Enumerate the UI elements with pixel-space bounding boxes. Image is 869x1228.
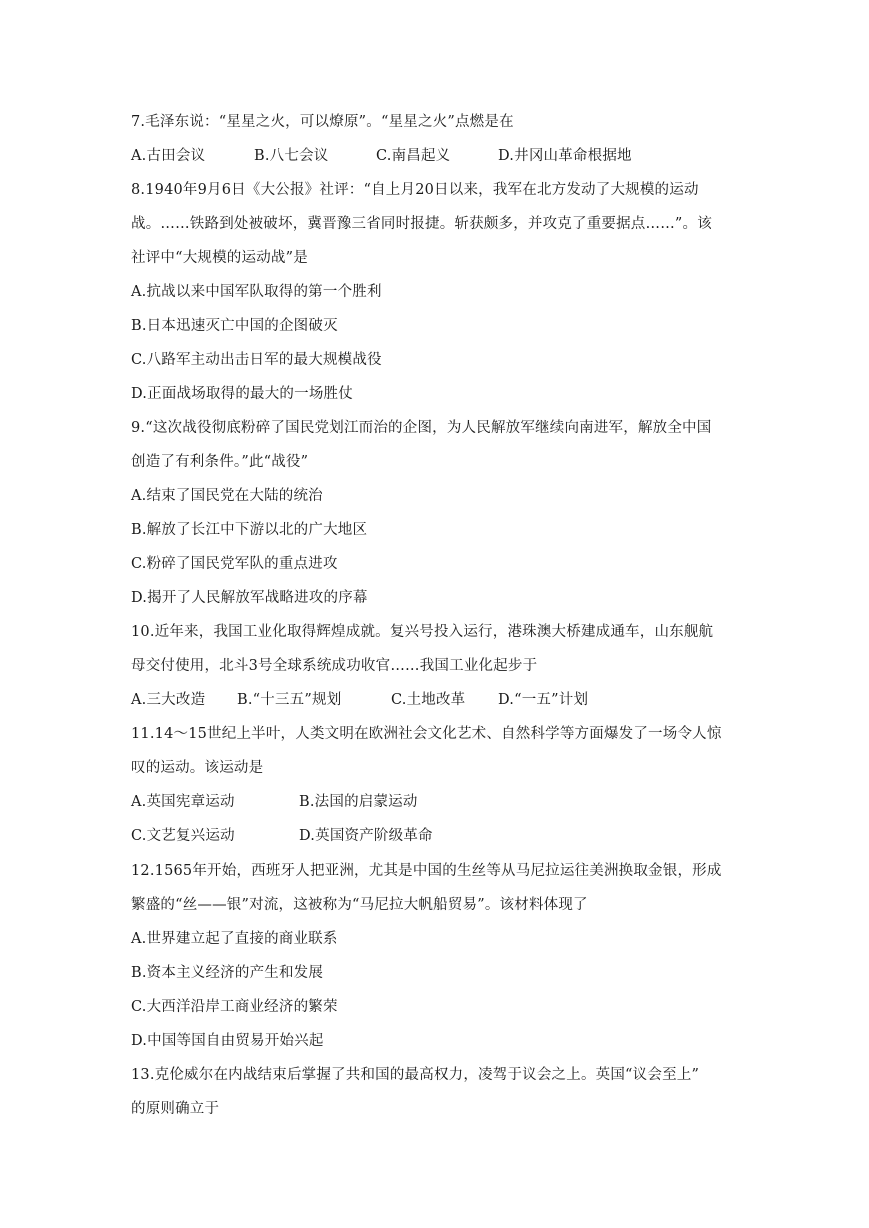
q8-stem-line-2: 战。……铁路到处被破坏，冀晋豫三省同时报捷。斩获颇多，并攻克了重要据点……”。该 [131, 216, 712, 232]
q10-option-d: D.“一五”计划 [498, 692, 589, 708]
q8-option-c: C.八路军主动出击日军的最大规模战役 [131, 352, 382, 368]
q9-stem-line-2: 创造了有利条件。”此“战役” [131, 454, 309, 470]
q8-stem-line-3: 社评中“大规模的运动战”是 [131, 250, 308, 266]
q11-option-d: D.英国资产阶级革命 [299, 828, 433, 844]
q9-option-b: B.解放了长江中下游以北的广大地区 [131, 522, 368, 538]
q13-stem-line-2: 的原则确立于 [131, 1101, 220, 1117]
q12-option-d: D.中国等国自由贸易开始兴起 [131, 1033, 324, 1049]
q10-option-c: C.土地改革 [391, 692, 466, 708]
q7-option-b: B.八七会议 [254, 148, 329, 164]
q10-stem-line-2: 母交付使用，北斗3号全球系统成功收官……我国工业化起步于 [131, 658, 538, 674]
q8-option-a: A.抗战以来中国军队取得的第一个胜利 [131, 284, 382, 300]
q11-stem-line-1: 11.14～15世纪上半叶，人类文明在欧洲社会文化艺术、自然科学等方面爆发了一场令人惊 [131, 726, 722, 742]
q9-option-a: A.结束了国民党在大陆的统治 [131, 488, 323, 504]
q7-stem: 7.毛泽东说：“星星之火，可以燎原”。“星星之火”点燃是在 [131, 114, 514, 130]
q12-stem-line-1: 12.1565年开始，西班牙人把亚洲，尤其是中国的生丝等从马尼拉运往美洲换取金银，形成 [131, 863, 722, 879]
q11-option-b: B.法国的启蒙运动 [299, 794, 418, 810]
q10-option-b: B.“十三五”规划 [237, 692, 342, 708]
q11-option-c: C.文艺复兴运动 [131, 828, 235, 844]
q11-stem-line-2: 叹的运动。该运动是 [131, 760, 264, 776]
q9-option-d: D.揭开了人民解放军战略进攻的序幕 [131, 590, 368, 606]
q12-option-c: C.大西洋沿岸工商业经济的繁荣 [131, 999, 338, 1015]
q11-option-a: A.英国宪章运动 [131, 794, 235, 810]
q8-option-d: D.正面战场取得的最大的一场胜仗 [131, 386, 353, 402]
q12-option-b: B.资本主义经济的产生和发展 [131, 965, 324, 981]
q12-option-a: A.世界建立起了直接的商业联系 [131, 931, 338, 947]
q7-option-d: D.井冈山革命根据地 [498, 148, 632, 164]
q12-stem-line-2: 繁盛的“丝——银”对流，这被称为“马尼拉大帆船贸易”。该材料体现了 [131, 897, 588, 913]
q9-option-c: C.粉碎了国民党军队的重点进攻 [131, 556, 338, 572]
q8-option-b: B.日本迅速灭亡中国的企图破灭 [131, 318, 338, 334]
q10-stem-line-1: 10.近年来，我国工业化取得辉煌成就。复兴号投入运行，港珠澳大桥建成通车，山东舰航 [131, 624, 714, 640]
q9-stem-line-1: 9.“这次战役彻底粉碎了国民党划江而治的企图，为人民解放军继续向南进军，解放全中国 [131, 420, 712, 436]
q8-stem-line-1: 8.1940年9月6日《大公报》社评：“自上月20日以来，我军在北方发动了大规模的运动 [131, 182, 699, 198]
q7-option-a: A.古田会议 [131, 148, 206, 164]
q13-stem-line-1: 13.克伦威尔在内战结束后掌握了共和国的最高权力，凌驾于议会之上。英国“议会至上” [131, 1067, 700, 1083]
q7-option-c: C.南昌起义 [376, 148, 451, 164]
q10-option-a: A.三大改造 [131, 692, 206, 708]
